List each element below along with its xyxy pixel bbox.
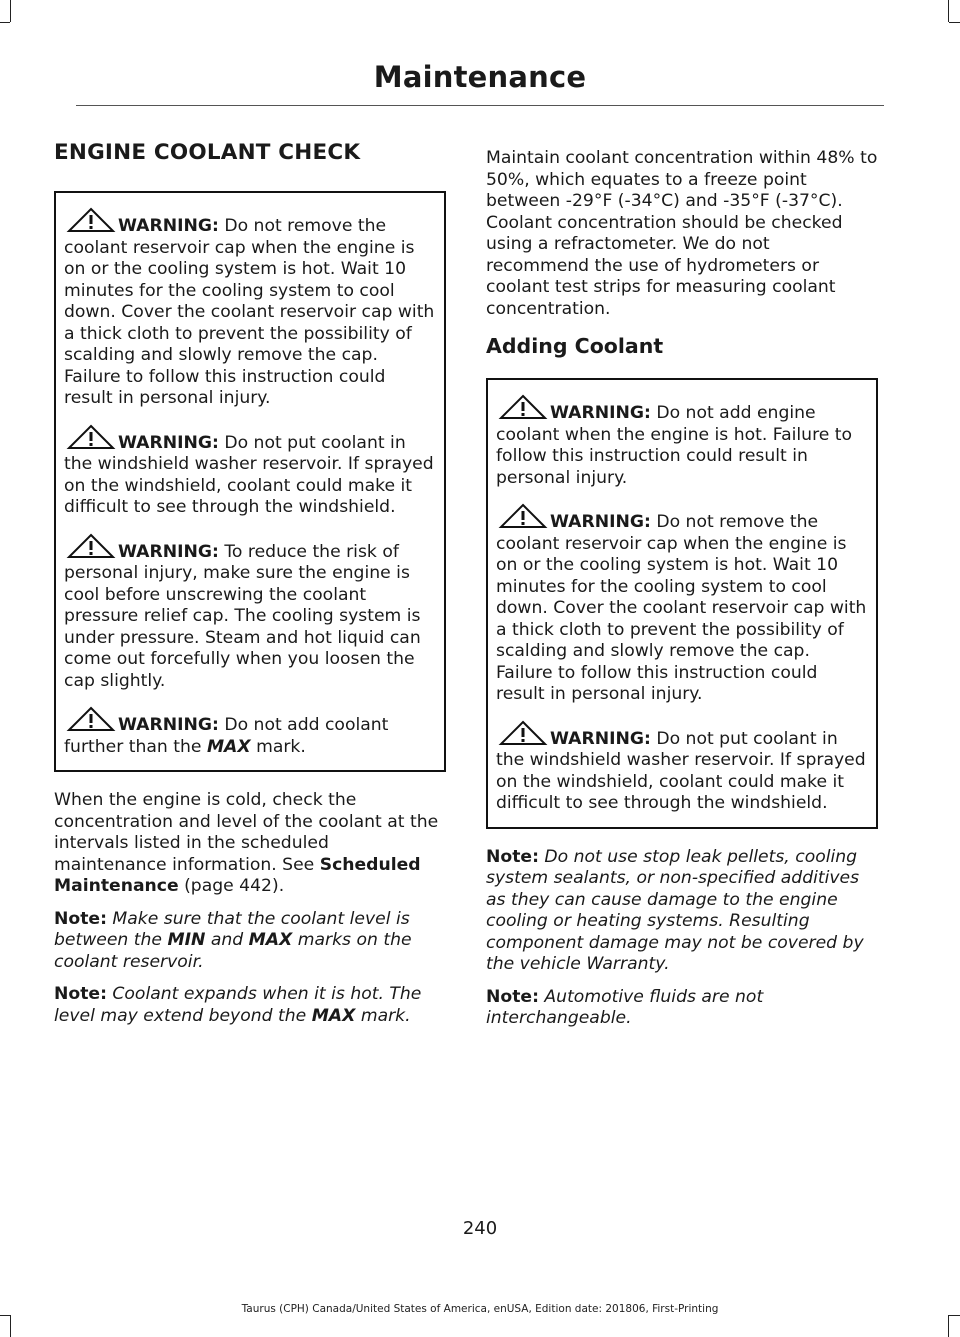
warning-label: WARNING:: [550, 403, 651, 423]
crop-mark: [949, 22, 960, 23]
note-text: Make sure that the coolant level is between the: [54, 908, 410, 950]
crop-mark: [949, 1315, 960, 1316]
section-heading: ENGINE COOLANT CHECK: [54, 140, 361, 165]
warning-label: WARNING:: [550, 512, 651, 532]
warning-label: WARNING:: [118, 541, 219, 562]
warning-text: Do not remove the coolant reservoir cap when the engine is on or the cooling system is hot. Wait 10 minutes for the cooling system to cool down. Cover the coolant reservoir cap with a thick cloth to prevent the possibility of scalding and slowly remove the cap. Failure to follow this instruction could result in personal injury.: [64, 216, 435, 408]
warning-text: mark.: [250, 736, 306, 757]
warning-text: Do not put coolant in the windshield washer reservoir. If sprayed on the windshield, coolant could make it difficult to see through the windshield.: [496, 728, 866, 813]
warning-label: WARNING:: [118, 216, 219, 236]
header-divider: [76, 105, 884, 106]
warning-label: WARNING:: [550, 728, 651, 749]
footer-edition-info: Taurus (CPH) Canada/United States of America, enUSA, Edition date: 201806, First-Printing: [241, 1303, 719, 1315]
cross-reference-link[interactable]: Scheduled Maintenance: [54, 854, 421, 896]
note-text: and: [205, 930, 249, 950]
note-text: mark.: [355, 1005, 411, 1026]
right-column: [486, 148, 878, 1041]
note-label: Note:: [54, 984, 107, 1004]
warning-label: WARNING:: [118, 715, 219, 735]
page-number: 240: [462, 1218, 498, 1239]
crop-mark: [10, 0, 11, 22]
warning-triangle-icon: [498, 722, 548, 744]
note-text: marks on the coolant reservoir.: [54, 930, 412, 972]
warning-text: Do not remove the coolant reservoir cap when the engine is on or the cooling system is hot. Wait 10 minutes for the cooling system to cool down. Cover the coolant reservoir cap with a thick cloth to prevent the possibility of scalding and slowly remove the cap. Failure to follow this instruction could result in personal injury.: [496, 512, 867, 704]
note-label: Note:: [486, 846, 539, 867]
warning-label: WARNING:: [118, 432, 219, 453]
paragraph-text: When the engine is cold, check the concentration and level of the coolant at the intervals listed in the scheduled maintenance information. See: [54, 790, 439, 875]
warning-text: Do not put coolant in the windshield washer reservoir. If sprayed on the windshield, coolant could make it difficult to see through the windshield.: [64, 432, 434, 517]
max-mark: MAX: [248, 930, 293, 950]
warning-text: Do not add engine coolant when the engine is hot. Failure to follow this instruction could result in personal injury.: [496, 403, 853, 488]
warning-triangle-icon: [66, 535, 116, 557]
max-mark: MAX: [311, 1005, 356, 1026]
warning-triangle-icon: [66, 209, 116, 231]
warning-text: Do not add coolant further than the: [64, 715, 389, 757]
max-mark: MAX: [206, 736, 251, 757]
page-reference: (page 442).: [178, 876, 285, 896]
note-label: Note:: [486, 986, 539, 1007]
warning-item: [64, 708, 436, 758]
page-title: Maintenance: [373, 60, 587, 94]
note-text: Automotive fluids are not interchangeable.: [486, 986, 764, 1028]
warning-item: [64, 209, 436, 410]
warning-triangle-icon: [498, 505, 548, 527]
warning-item: [496, 396, 868, 489]
warning-item: [496, 722, 868, 815]
note: [486, 987, 878, 1030]
note-text: Coolant expands when it is hot. The level may extend beyond the: [54, 984, 422, 1026]
warning-item: [496, 505, 868, 706]
warning-box: [486, 378, 878, 829]
note-label: Note:: [54, 908, 107, 929]
min-mark: MIN: [167, 930, 206, 950]
warning-item: [64, 535, 436, 693]
note: [54, 909, 446, 974]
crop-mark: [0, 1315, 10, 1316]
crop-mark: [948, 0, 949, 22]
note-text: Do not use stop leak pellets, cooling system sealants, or non-specified additives as they can cause damage to the engine cooling or heating systems. Resulting component damage may not be covered by the vehicle Warranty.: [486, 846, 864, 974]
warning-item: [64, 426, 436, 519]
warning-triangle-icon: [498, 396, 548, 418]
warning-triangle-icon: [66, 708, 116, 730]
paragraph: [54, 790, 446, 898]
paragraph: Maintain coolant concentration within 48% to 50%, which equates to a freeze point between -29°F (-34°C) and -35°F (-37°C). Coolant concentration should be checked using a refractometer. We do not recommend the use of hydrometers or coolant test strips for measuring coolant concentration.: [486, 148, 878, 319]
warning-text: To reduce the risk of personal injury, make sure the engine is cool before unscrewing the coolant pressure relief cap. The cooling system is under pressure. Steam and hot liquid can come out forcefully when you loosen the cap slightly.: [64, 541, 421, 691]
note: [486, 847, 878, 976]
warning-triangle-icon: [66, 426, 116, 448]
crop-mark: [0, 22, 10, 23]
subsection-heading: Adding Coolant: [486, 334, 664, 358]
warning-box: [54, 191, 446, 772]
note: [54, 984, 446, 1027]
crop-mark: [948, 1315, 949, 1337]
crop-mark: [10, 1315, 11, 1337]
left-column: [54, 140, 446, 1038]
